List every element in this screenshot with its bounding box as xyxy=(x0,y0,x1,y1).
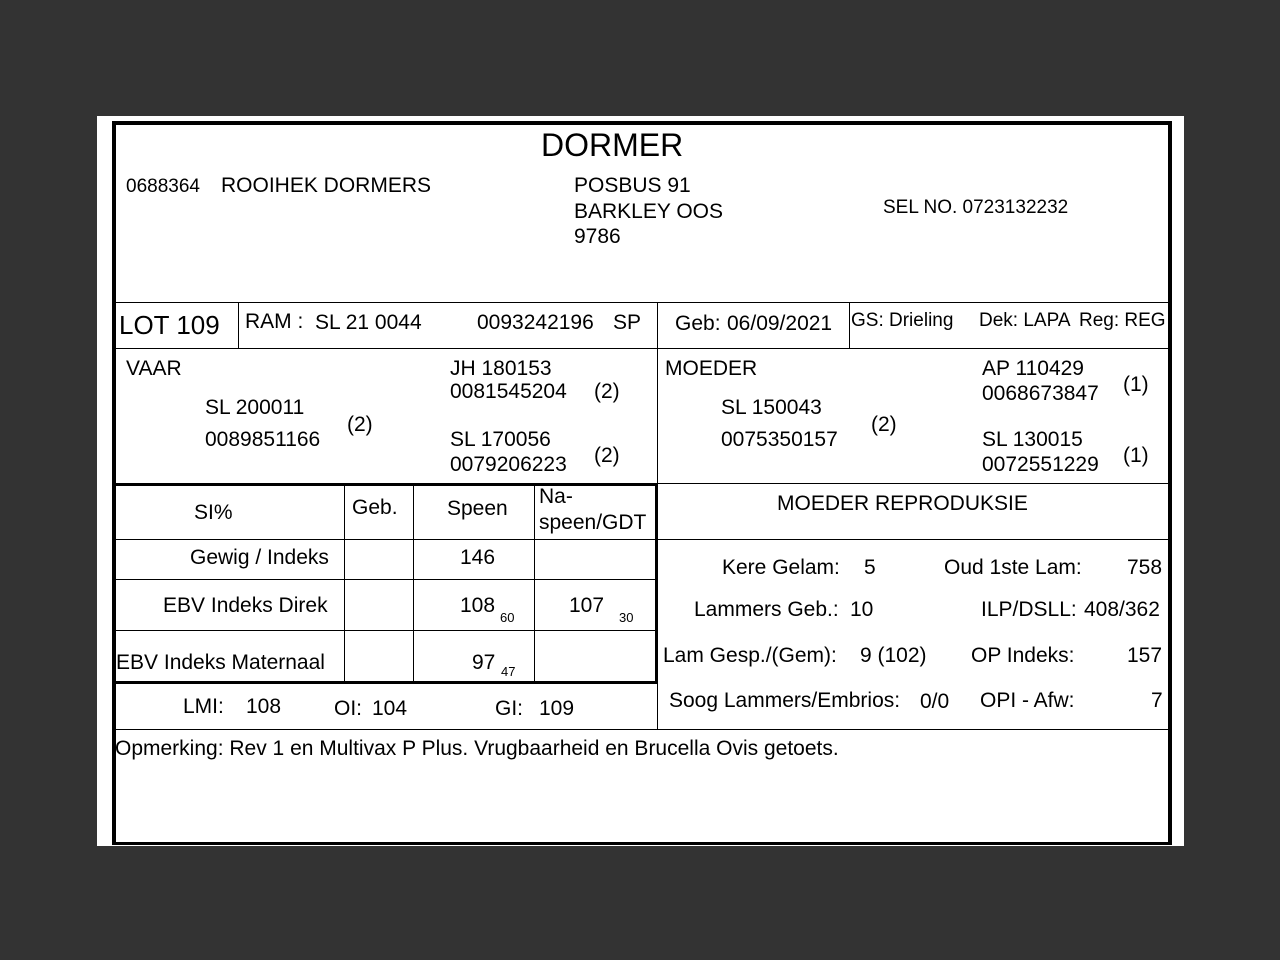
weight-weaning-value: 146 xyxy=(460,546,496,569)
ebv-maternal-weaning-accuracy: 47 xyxy=(501,664,516,679)
ebv-direct-weaning-accuracy: 60 xyxy=(500,610,515,625)
breed-title: DORMER xyxy=(541,127,684,163)
ram-id: SL 21 0044 xyxy=(315,311,422,334)
born-date: 06/09/2021 xyxy=(727,312,833,335)
lambs-weaned-value: 9 (102) xyxy=(860,644,927,667)
dam-id: SL 150043 xyxy=(721,396,822,419)
gi-label: GI: xyxy=(495,697,524,720)
post-weaning-header-2: speen/GDT xyxy=(539,511,647,534)
address-line-1: POSBUS 91 xyxy=(574,174,691,197)
lot-number: LOT 109 xyxy=(119,310,220,340)
divider xyxy=(112,483,115,683)
times-lambed-value: 5 xyxy=(864,556,876,579)
ebv-direct-postweaning-value: 107 xyxy=(569,594,605,617)
lambs-weaned-label: Lam Gesp./(Gem): xyxy=(663,644,837,667)
ram-label: RAM : xyxy=(245,310,304,333)
divider xyxy=(657,539,1172,540)
row-label-ebv-direct: EBV Indeks Direk xyxy=(163,594,328,617)
lmi-label: LMI: xyxy=(183,695,224,718)
first-lamb-age-label: Oud 1ste Lam: xyxy=(944,556,1082,579)
row-label-ebv-maternal: EBV Indeks Maternaal xyxy=(116,651,325,674)
divider xyxy=(112,579,657,580)
divider xyxy=(112,539,657,540)
divider xyxy=(534,483,535,681)
suckled-lambs-value: 0/0 xyxy=(920,690,950,713)
op-index-value: 157 xyxy=(1127,644,1163,667)
ilp-dsll-label: ILP/DSLL: xyxy=(981,598,1077,621)
oi-value: 104 xyxy=(372,697,408,720)
lmi-value: 108 xyxy=(246,695,282,718)
sire-registration: 0089851166 xyxy=(205,428,321,451)
weaning-header: Speen xyxy=(447,497,508,520)
sire-sire-count: (2) xyxy=(594,380,620,403)
sire-label: VAAR xyxy=(126,357,182,380)
breeder-number: 0688364 xyxy=(126,176,200,197)
gi-value: 109 xyxy=(539,697,575,720)
sire-dam-id: SL 170056 xyxy=(450,428,551,451)
sire-dam-count: (2) xyxy=(594,444,620,467)
dam-dam-id: SL 130015 xyxy=(982,428,1083,451)
sire-count: (2) xyxy=(347,413,373,436)
ram-class: SP xyxy=(613,311,642,334)
sire-id: SL 200011 xyxy=(205,396,305,419)
reproduction-title: MOEDER REPRODUKSIE xyxy=(777,492,1028,515)
cell-number: SEL NO. 0723132232 xyxy=(883,197,1069,218)
sire-sire-id: JH 180153 xyxy=(450,357,552,380)
divider xyxy=(112,729,1172,730)
si-header: SI% xyxy=(194,501,233,524)
remark: Opmerking: Rev 1 en Multivax P Plus. Vrugbaarheid en Brucella Ovis getoets. xyxy=(115,737,839,760)
oi-label: OI: xyxy=(334,697,363,720)
divider xyxy=(112,483,657,486)
divider xyxy=(112,302,1172,303)
dam-count: (2) xyxy=(871,413,897,436)
dam-sire-count: (1) xyxy=(1123,373,1149,396)
dam-sire-id: AP 110429 xyxy=(982,357,1084,380)
lot-card-sheet xyxy=(97,116,1184,846)
birth-status: GS: Drieling xyxy=(851,310,954,331)
dam-dam-registration: 0072551229 xyxy=(982,453,1099,476)
divider xyxy=(655,483,658,683)
divider xyxy=(112,348,1172,349)
dam-sire-registration: 0068673847 xyxy=(982,382,1099,405)
dek: Dek: LAPA xyxy=(979,310,1071,331)
divider xyxy=(849,302,850,348)
ram-registration: 0093242196 xyxy=(477,311,594,334)
divider xyxy=(413,483,414,681)
divider xyxy=(657,483,1172,484)
times-lambed-label: Kere Gelam: xyxy=(722,556,840,579)
divider xyxy=(238,302,239,348)
born-label: Geb: xyxy=(675,312,721,335)
row-label-weight: Gewig / Indeks xyxy=(190,546,329,569)
red-footer-strip xyxy=(165,836,1125,850)
address-line-3: 9786 xyxy=(574,225,621,248)
dam-dam-count: (1) xyxy=(1123,444,1149,467)
divider xyxy=(112,681,657,684)
opi-deviation-label: OPI - Afw: xyxy=(980,689,1075,712)
divider xyxy=(112,630,657,631)
opi-deviation-value: 7 xyxy=(1151,689,1163,712)
ebv-direct-weaning-value: 108 xyxy=(460,594,496,617)
ilp-dsll-value: 408/362 xyxy=(1084,598,1160,621)
dam-registration: 0075350157 xyxy=(721,428,838,451)
sire-sire-registration: 0081545204 xyxy=(450,380,567,403)
ebv-direct-postweaning-accuracy: 30 xyxy=(619,610,634,625)
suckled-lambs-label: Soog Lammers/Embrios: xyxy=(669,689,901,712)
divider xyxy=(344,483,345,681)
first-lamb-age-value: 758 xyxy=(1127,556,1163,579)
birth-header: Geb. xyxy=(352,496,398,519)
dam-label: MOEDER xyxy=(665,357,758,380)
lambs-born-value: 10 xyxy=(850,598,874,621)
sire-dam-registration: 0079206223 xyxy=(450,453,567,476)
address-line-2: BARKLEY OOS xyxy=(574,200,724,223)
breeder-name: ROOIHEK DORMERS xyxy=(221,174,432,197)
op-index-label: OP Indeks: xyxy=(971,644,1075,667)
ebv-maternal-weaning-value: 97 xyxy=(472,651,496,674)
lambs-born-label: Lammers Geb.: xyxy=(694,598,839,621)
post-weaning-header-1: Na- xyxy=(539,485,573,508)
registration-type: Reg: REG xyxy=(1079,310,1166,331)
